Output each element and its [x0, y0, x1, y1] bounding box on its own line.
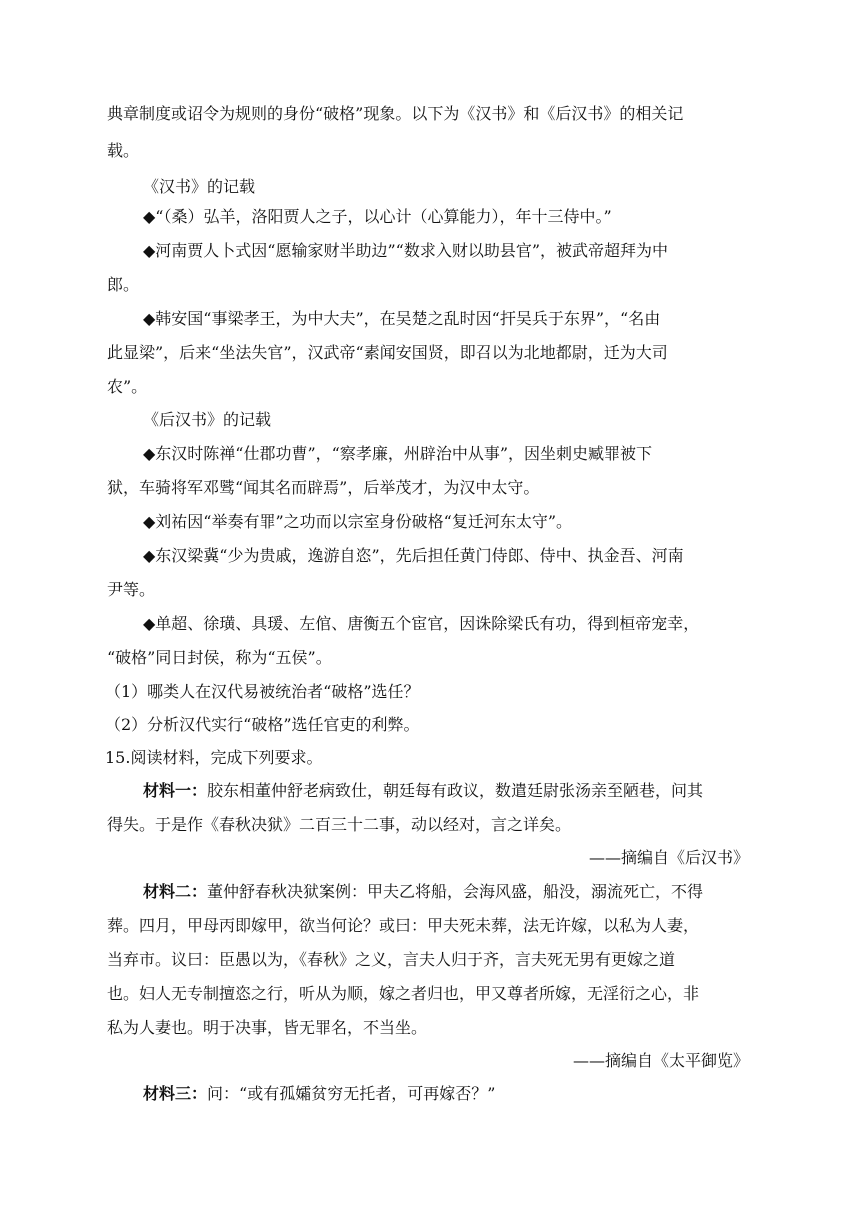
material-3-text: 问：“或有孤孀贫穷无托者，可再嫁否？”	[207, 1084, 496, 1103]
question-15-title: 15.阅读材料，完成下列要求。	[105, 748, 323, 767]
houhanshu-item-3-line-2: 尹等。	[107, 580, 156, 599]
material-2-source: ——摘编自《太平御览》	[572, 1051, 749, 1070]
material-3-label: 材料三：	[143, 1084, 208, 1103]
houhanshu-item-3-line-1: ◆东汉梁冀“少为贵戚，逸游自恣”，先后担任黄门侍郎、侍中、执金吾、河南	[143, 546, 684, 565]
hanshu-item-2-line-2: 郎。	[107, 275, 140, 294]
hanshu-item-1-line-1: ◆“（桑）弘羊，洛阳贾人之子，以心计（心算能力），年十三侍中。”	[143, 207, 612, 226]
material-1-line-1	[143, 781, 749, 801]
hanshu-item-3-line-3: 农”。	[107, 377, 148, 396]
material-2-label: 材料二：	[143, 882, 208, 901]
houhanshu-item-1-line-1: ◆东汉时陈禅“仕郡功曹”，“察孝廉，州辟治中从事”，因坐刺史臧罪被下	[143, 444, 653, 463]
material-1-text-1: 胶东相董仲舒老病致仕，朝廷每有政议，数遣廷尉张汤亲至陋巷，问其	[207, 781, 704, 800]
material-1-label: 材料一：	[143, 781, 208, 800]
material-2-text-1: 董仲舒春秋决狱案例：甲夫乙将船，会海风盛，船没，溺流死亡，不得	[207, 882, 704, 901]
question-1: （1）哪类人在汉代易被统治者“破格”选任？	[105, 682, 420, 701]
houhanshu-item-4-line-1: ◆单超、徐璜、具瑗、左倌、唐衡五个宦官，因诛除梁氏有功，得到桓帝宠幸，	[143, 614, 700, 633]
intro-line-1: 典章制度或诏令为规则的身份“破格”现象。以下为《汉书》和《后汉书》的相关记	[107, 104, 684, 123]
hanshu-item-3-line-1: ◆韩安国“事梁孝王，为中大夫”，在吴楚之乱时因“扞吴兵于东界”，“名由	[143, 309, 661, 328]
hanshu-item-2-line-1: ◆河南贾人卜式因“愿输家财半助边”“数求入财以助县官”，被武帝超拜为中	[143, 241, 669, 260]
question-2: （2）分析汉代实行“破格”选任官吏的利弊。	[105, 715, 420, 734]
houhanshu-item-4-line-2: “破格”同日封侯，称为“五侯”。	[107, 648, 332, 667]
material-2-line-2: 葬。四月，甲母丙即嫁甲，欲当何论？或曰：甲夫死未葬，法无许嫁，以私为人妻，	[107, 916, 700, 935]
houhanshu-heading: 《后汉书》的记载	[143, 410, 272, 429]
material-1-source: ——摘编自《后汉书》	[588, 848, 749, 867]
houhanshu-item-2-line-1: ◆刘祐因“举奏有罪”之功而以宗室身份破格“复迁河东太守”。	[143, 512, 573, 531]
hanshu-heading: 《汉书》的记载	[143, 177, 256, 196]
material-2-line-1	[143, 882, 749, 902]
material-2-line-4: 也。妇人无专制擅恣之行，听从为顺，嫁之者归也，甲又尊者所嫁，无淫衍之心，非	[107, 984, 700, 1003]
material-3-line-1	[143, 1084, 749, 1104]
hanshu-item-3-line-2: 此显梁”，后来“坐法失官”，汉武帝“素闻安国贤，即召以为北地都尉，迁为大司	[107, 343, 668, 362]
intro-line-2: 载。	[107, 141, 140, 160]
houhanshu-item-1-line-2: 狱，车骑将军邓骘“闻其名而辟焉”，后举茂才，为汉中太守。	[107, 478, 540, 497]
material-1-line-2: 得失。于是作《春秋决狱》二百三十二事，动以经对，言之详矣。	[107, 815, 572, 834]
material-2-line-5: 私为人妻也。明于决事，皆无罪名，不当坐。	[107, 1018, 428, 1037]
material-2-line-3: 当弃市。议曰：臣愚以为，《春秋》之义，言夫人归于齐，言夫死无男有更嫁之道	[107, 950, 676, 969]
